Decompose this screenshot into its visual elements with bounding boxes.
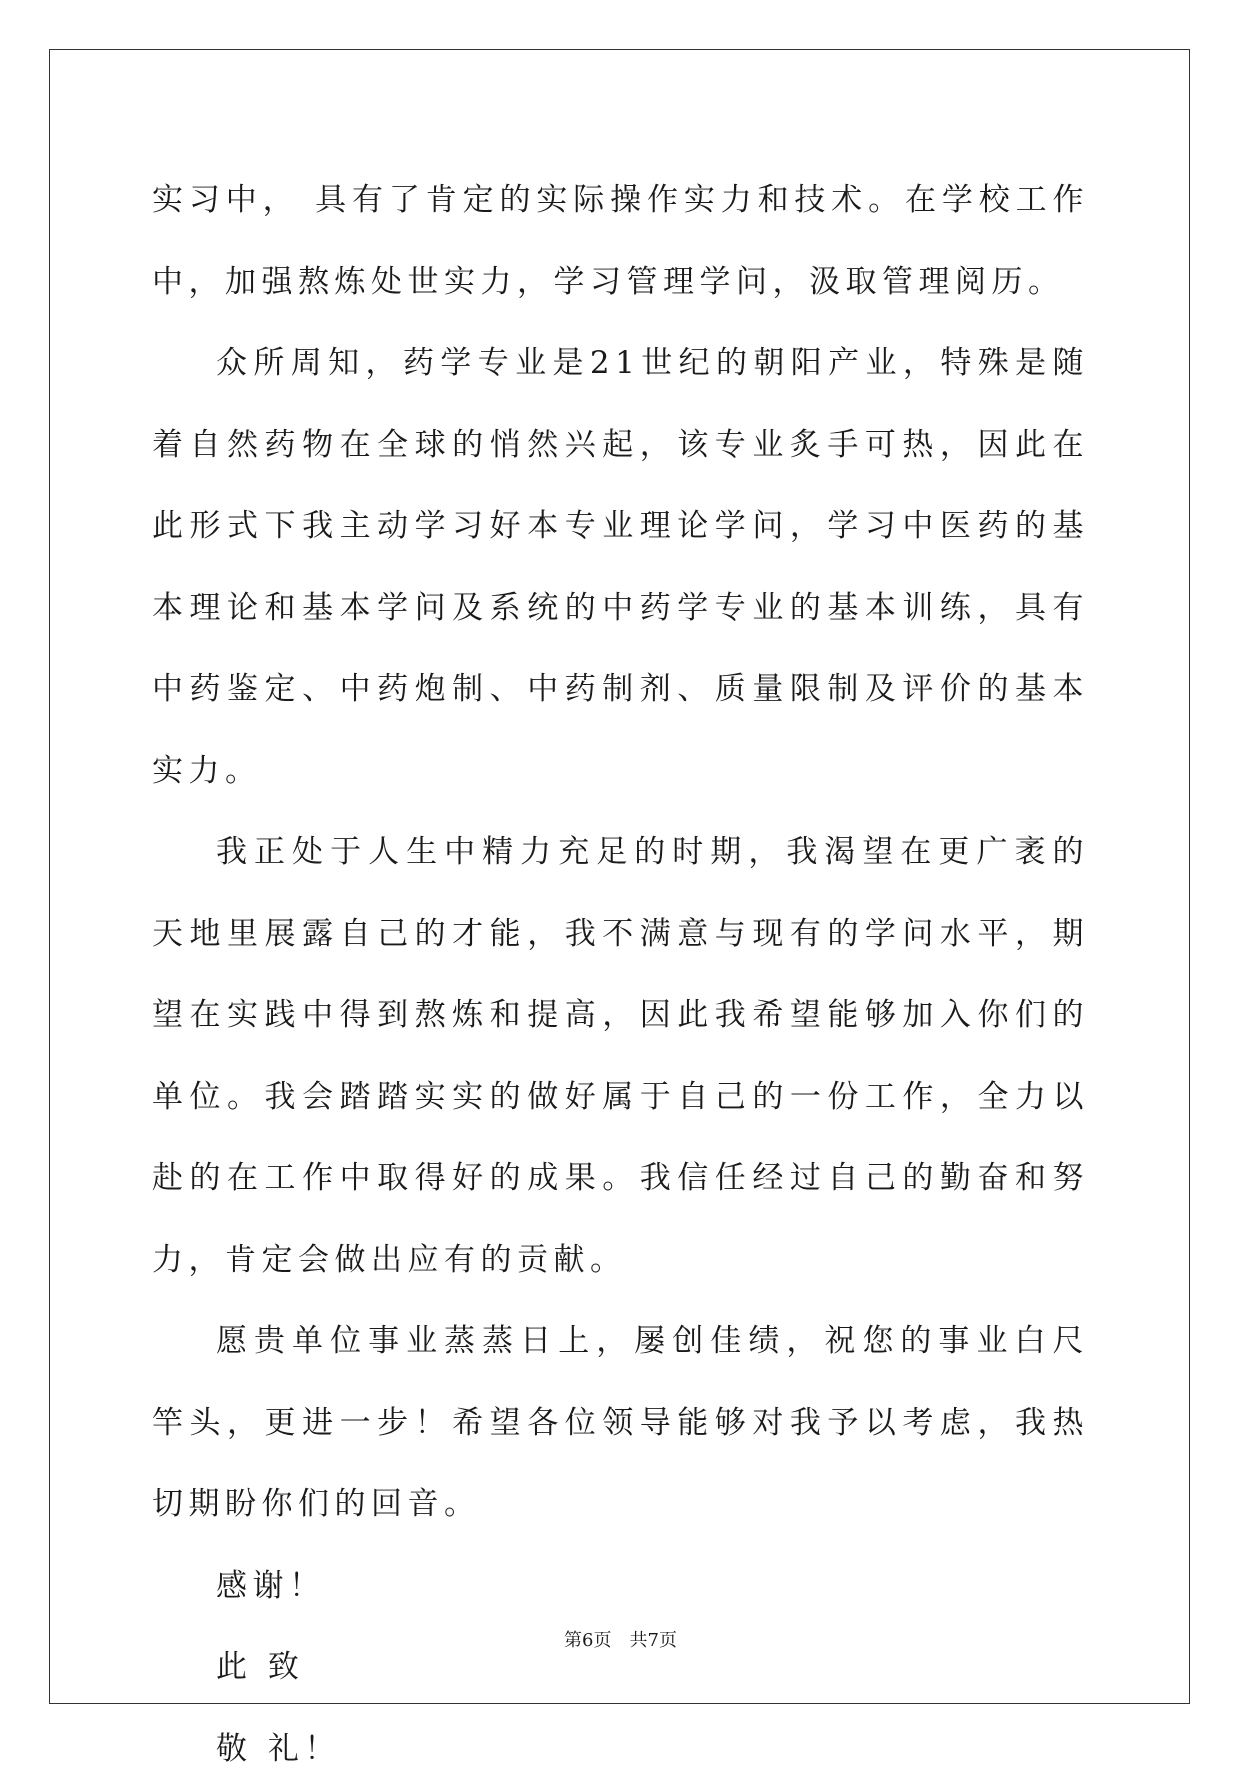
- paragraph-4: 愿贵单位事业蒸蒸日上，屡创佳绩，祝您的事业白尺竿头，更进一步！希望各位领导能够对我予以考虑，我热切期盼你们的回音。: [152, 1301, 1089, 1546]
- closing-jing-li: 敬 礼！: [152, 1709, 1089, 1790]
- current-page-number: 第6页: [564, 1626, 611, 1652]
- paragraph-1: 实习中， 具有了肯定的实际操作实力和技术。在学校工作中，加强熬炼处世实力，学习管理学问，汲取管理阅历。: [152, 160, 1089, 323]
- closing-ci-zhi: 此 致: [152, 1627, 1089, 1709]
- paragraph-2: 众所周知，药学专业是21世纪的朝阳产业，特殊是随着自然药物在全球的悄然兴起，该专业炙手可热，因此在此形式下我主动学习好本专业理论学问，学习中医药的基本理论和基本学问及系统的中药学专业的基本训练，具有中药鉴定、中药炮制、中药制剂、质量限制及评价的基本实力。: [152, 323, 1089, 812]
- document-body: [152, 160, 1089, 1790]
- total-pages: 共7页: [630, 1626, 677, 1652]
- paragraph-3: 我正处于人生中精力充足的时期，我渴望在更广袤的天地里展露自己的才能，我不满意与现有的学问水平，期望在实践中得到熬炼和提高，因此我希望能够加入你们的单位。我会踏踏实实的做好属于自己的一份工作，全力以赴的在工作中取得好的成果。我信任经过自己的勤奋和努力，肯定会做出应有的贡献。: [152, 812, 1089, 1301]
- page-footer: [0, 1626, 1241, 1652]
- thanks-line: 感谢！: [152, 1546, 1089, 1628]
